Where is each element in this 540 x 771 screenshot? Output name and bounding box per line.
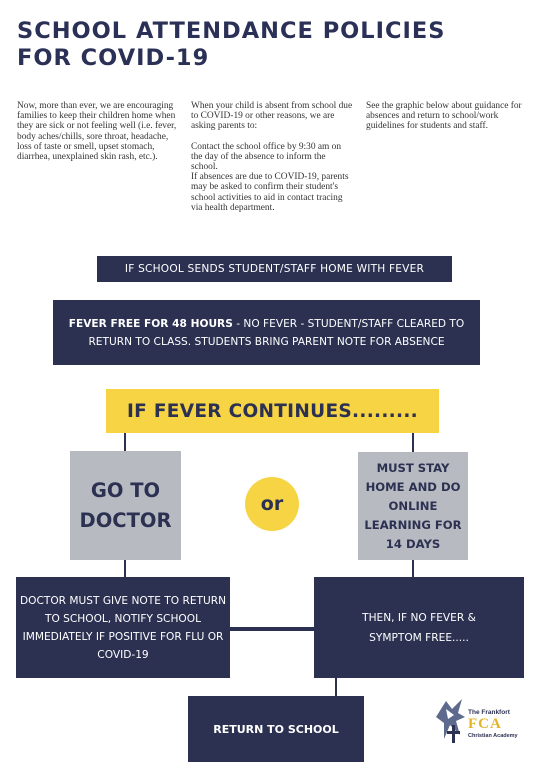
intro-column-1 (17, 101, 182, 162)
intro-text-2a: When your child is absent from school due to COVID-19 or other reasons, we are asking parents to: (191, 101, 353, 132)
connector-line (124, 560, 126, 577)
intro-text-3: See the graphic below about guidance for absences and return to school/work guidelines for students and staff. (366, 101, 522, 132)
logo-mark: FCA (468, 716, 502, 732)
logo-text-bottom: Christian Academy (468, 733, 518, 739)
page-title (17, 18, 527, 72)
intro-column-3 (366, 101, 526, 132)
stay-home-box: MUST STAY HOME AND DO ONLINE LEARNING FOR 14 DAYS (358, 452, 468, 560)
banner-fever-free (53, 300, 480, 365)
title-line-2: FOR COVID-19 (17, 45, 210, 71)
logo-text-top: The Frankfort (468, 709, 510, 716)
banner-sent-home: IF SCHOOL SENDS STUDENT/STAFF HOME WITH FEVER (97, 256, 452, 282)
connector-line (124, 433, 126, 451)
school-logo (432, 695, 532, 745)
connector-line (335, 678, 337, 696)
connector-line (412, 560, 414, 577)
intro-text-1: Now, more than ever, we are encouraging families to keep their children home when they are sick or not feeling well (i.e. fever, body aches/chills, sore throat, headache, loss of taste or smell, upset stomach, diarrhea, unexplained skin rash, etc.). (17, 101, 177, 163)
title-line-1: SCHOOL ATTENDANCE POLICIES (17, 18, 446, 44)
go-to-doctor-box: GO TO DOCTOR (70, 451, 181, 560)
or-circle: or (245, 477, 299, 531)
fever-free-text: - NO FEVER - STUDENT/STAFF CLEARED TO RETURN TO CLASS. STUDENTS BRING PARENT NOTE FOR ABSENCE (88, 317, 465, 348)
fever-continues-banner: IF FEVER CONTINUES......... (106, 389, 439, 433)
intro-text-2b: Contact the school office by 9:30 am on the day of the absence to inform the school. (191, 141, 342, 173)
fever-free-bold: FEVER FREE FOR 48 HOURS (68, 317, 233, 330)
intro-column-2 (191, 101, 353, 213)
doctor-note-box: DOCTOR MUST GIVE NOTE TO RETURN TO SCHOOL, NOTIFY SCHOOL IMMEDIATELY IF POSITIVE FOR FLU OR COVID-19 (16, 577, 230, 678)
intro-text-2c: If absences are due to COVID-19, parents may be asked to confirm their student's school activities to aid in contact tracing via health department. (191, 172, 349, 213)
return-to-school-box: RETURN TO SCHOOL (188, 696, 364, 762)
eagle-icon (432, 695, 468, 745)
connector-line (230, 627, 314, 631)
no-fever-box: THEN, IF NO FEVER & SYMPTOM FREE..... (314, 577, 524, 678)
connector-line (412, 433, 414, 452)
